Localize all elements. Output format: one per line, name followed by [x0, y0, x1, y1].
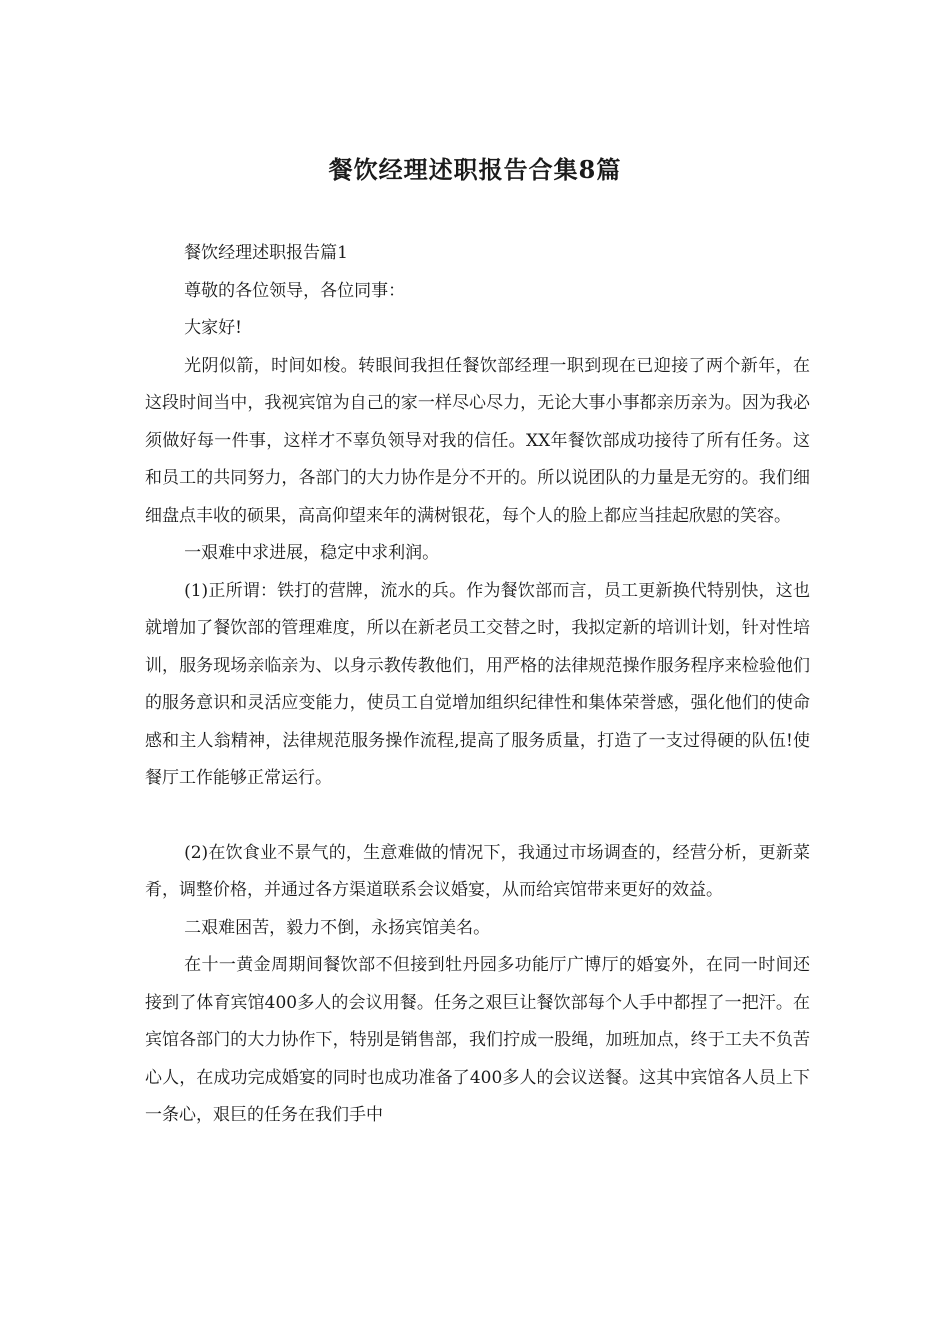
- body-paragraph: 在十一黄金周期间餐饮部不但接到牡丹园多功能厅广博厅的婚宴外，在同一时间还接到了体育宾馆400多人的会议用餐。任务之艰巨让餐饮部每个人手中都捏了一把汗。在宾馆各部门的大力协作下，特别是销售部，我们拧成一股绳，加班加点，终于工夫不负苦心人，在成功完成婚宴的同时也成功准备了400多人的会议送餐。这其中宾馆各人员上下一条心，艰巨的任务在我们手中: [145, 955, 810, 1125]
- body-paragraph: (2)在饮食业不景气的，生意难做的情况下，我通过市场调查的，经营分析，更新菜肴，调整价格，并通过各方渠道联系会议婚宴，从而给宾馆带来更好的效益。: [145, 842, 810, 900]
- subheading: 一艰难中求进展，稳定中求利润。: [184, 543, 440, 563]
- section-heading: 餐饮经理述职报告篇1: [184, 243, 348, 263]
- document-title: 餐饮经理述职报告合集8篇: [328, 155, 622, 184]
- greeting: 大家好!: [184, 318, 242, 338]
- document-body: [145, 235, 810, 1135]
- body-paragraph: 光阴似箭，时间如梭。转眼间我担任餐饮部经理一职到现在已迎接了两个新年，在这段时间当中，我视宾馆为自己的家一样尽心尽力，无论大事小事都亲历亲为。因为我必须做好每一件事，这样才不辜负领导对我的信任。XX年餐饮部成功接待了所有任务。这和员工的共同努力，各部门的大力协作是分不开的。所以说团队的力量是无穷的。我们细细盘点丰收的硕果，高高仰望来年的满树银花，每个人的脸上都应当挂起欣慰的笑容。: [145, 355, 810, 526]
- subheading: 二艰难困苦，毅力不倒，永扬宾馆美名。: [184, 917, 491, 938]
- body-paragraph: (1)正所谓：铁打的营牌，流水的兵。作为餐饮部而言，员工更新换代特别快，这也就增加了餐饮部的管理难度，所以在新老员工交替之时，我拟定新的培训计划，针对性培训，服务现场亲临亲为、以身示教传教他们，用严格的法律规范操作服务程序来检验他们的服务意识和灵活应变能力，使员工自觉增加组织纪律性和集体荣誉感，强化他们的使命感和主人翁精神，法律规范服务操作流程,提高了服务质量，打造了一支过得硬的队伍!使餐厅工作能够正常运行。: [145, 580, 810, 788]
- salutation: 尊敬的各位领导，各位同事：: [184, 280, 406, 301]
